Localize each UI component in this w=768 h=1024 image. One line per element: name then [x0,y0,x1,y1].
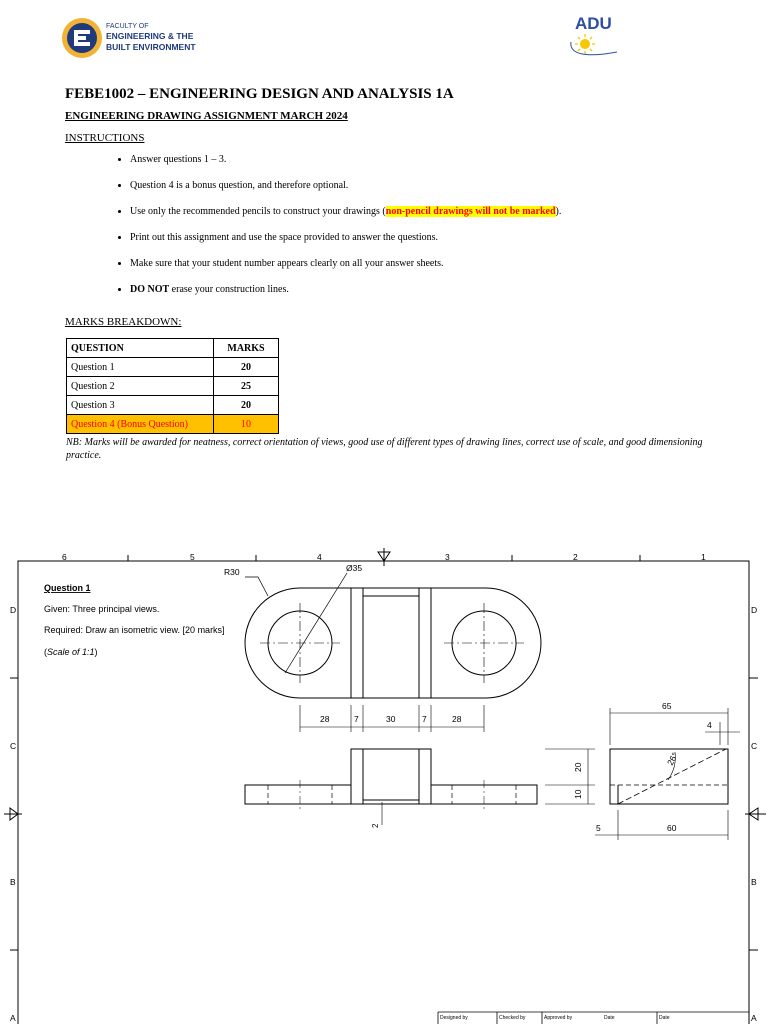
table-row: Question 1 20 [67,358,279,377]
question-given: Given: Three principal views. [44,604,160,614]
engineering-drawing-sheet [0,540,768,1024]
list-item: • Print out this assignment and use the space provided to answer the questions. [130,228,750,254]
question-scale: (Scale of 1:1) [44,647,98,657]
instructions-heading: INSTRUCTIONS [65,132,145,144]
dim-26-degrees: 26° [664,750,680,767]
zone-letter: A [751,1013,757,1023]
dim-20: 20 [573,762,583,772]
faculty-line1: FACULTY OF [106,23,149,30]
adu-logo [565,12,625,62]
title-block-label: Designed by [440,1015,468,1021]
zone-number: 4 [317,552,322,562]
dim-2: 2 [371,823,380,828]
sun-icon [580,39,590,49]
list-item: • Make sure that your student number appears clearly on all your answer sheets. [130,254,750,280]
title-block-label: Date [604,1015,615,1021]
adu-logo-text: ADU [575,14,612,33]
zone-letter: C [751,741,758,751]
zone-letter: D [751,605,758,615]
faculty-line2: ENGINEERING & THE [106,31,194,41]
zone-number: 6 [62,552,67,562]
zone-letter: D [10,605,17,615]
front-view [245,749,537,825]
title-block [438,1012,749,1024]
faculty-logo [60,14,196,62]
faculty-line3: BUILT ENVIRONMENT [106,42,196,52]
zone-letter: B [751,877,757,887]
dim-10: 10 [573,789,583,799]
highlighted-warning: non-pencil drawings will not be marked [385,206,556,217]
top-view [245,573,541,698]
marks-heading: MARKS BREAKDOWN: [65,316,182,328]
dim-60: 60 [667,823,677,833]
document-subtitle: ENGINEERING DRAWING ASSIGNMENT MARCH 2024 [65,110,348,122]
dim-30: 30 [386,714,396,724]
question-title: Question 1 [44,583,91,593]
nb-note: NB: Marks will be awarded for neatness, correct orientation of views, good use of different types of drawing lines, correct use of scale, and good dimensioning practice. [66,437,703,461]
zone-number: 3 [445,552,450,562]
dim-28: 28 [320,714,330,724]
dim-4: 4 [707,720,712,730]
side-view [595,708,740,840]
dim-r30: R30 [224,567,240,577]
question-required: Required: Draw an isometric view. [20 marks] [44,625,225,635]
zone-letter: C [10,741,17,751]
dim-5: 5 [596,823,601,833]
dim-28: 28 [452,714,462,724]
zone-number: 2 [573,552,578,562]
title-block-label: Checked by [499,1015,526,1021]
table-row-bonus: Question 4 (Bonus Question) 10 [67,415,279,434]
list-item: • Answer questions 1 – 3. [130,150,750,176]
list-item: • DO NOT erase your construction lines. [130,280,750,306]
table-row: Question 3 20 [67,396,279,415]
instructions-list [90,150,750,306]
dim-7: 7 [354,714,359,724]
dim-7: 7 [422,714,427,724]
document-title: FEBE1002 – ENGINEERING DESIGN AND ANALYSIS 1A [65,86,454,102]
zone-number: 1 [701,552,706,562]
zone-letter: A [10,1013,16,1023]
marks-table [66,338,279,434]
zone-number: 5 [190,552,195,562]
list-item: • Use only the recommended pencils to construct your drawings (non-pencil drawings will not be marked). [130,202,750,228]
table-header-row: QUESTION MARKS [67,339,279,358]
table-row: Question 2 25 [67,377,279,396]
dim-dia35: Ø35 [346,563,363,573]
list-item: • Question 4 is a bonus question, and therefore optional. [130,176,750,202]
title-block-label: Approved by [544,1015,573,1021]
title-block-label: Date [659,1015,670,1021]
zone-letter: B [10,877,16,887]
dim-65: 65 [662,701,672,711]
